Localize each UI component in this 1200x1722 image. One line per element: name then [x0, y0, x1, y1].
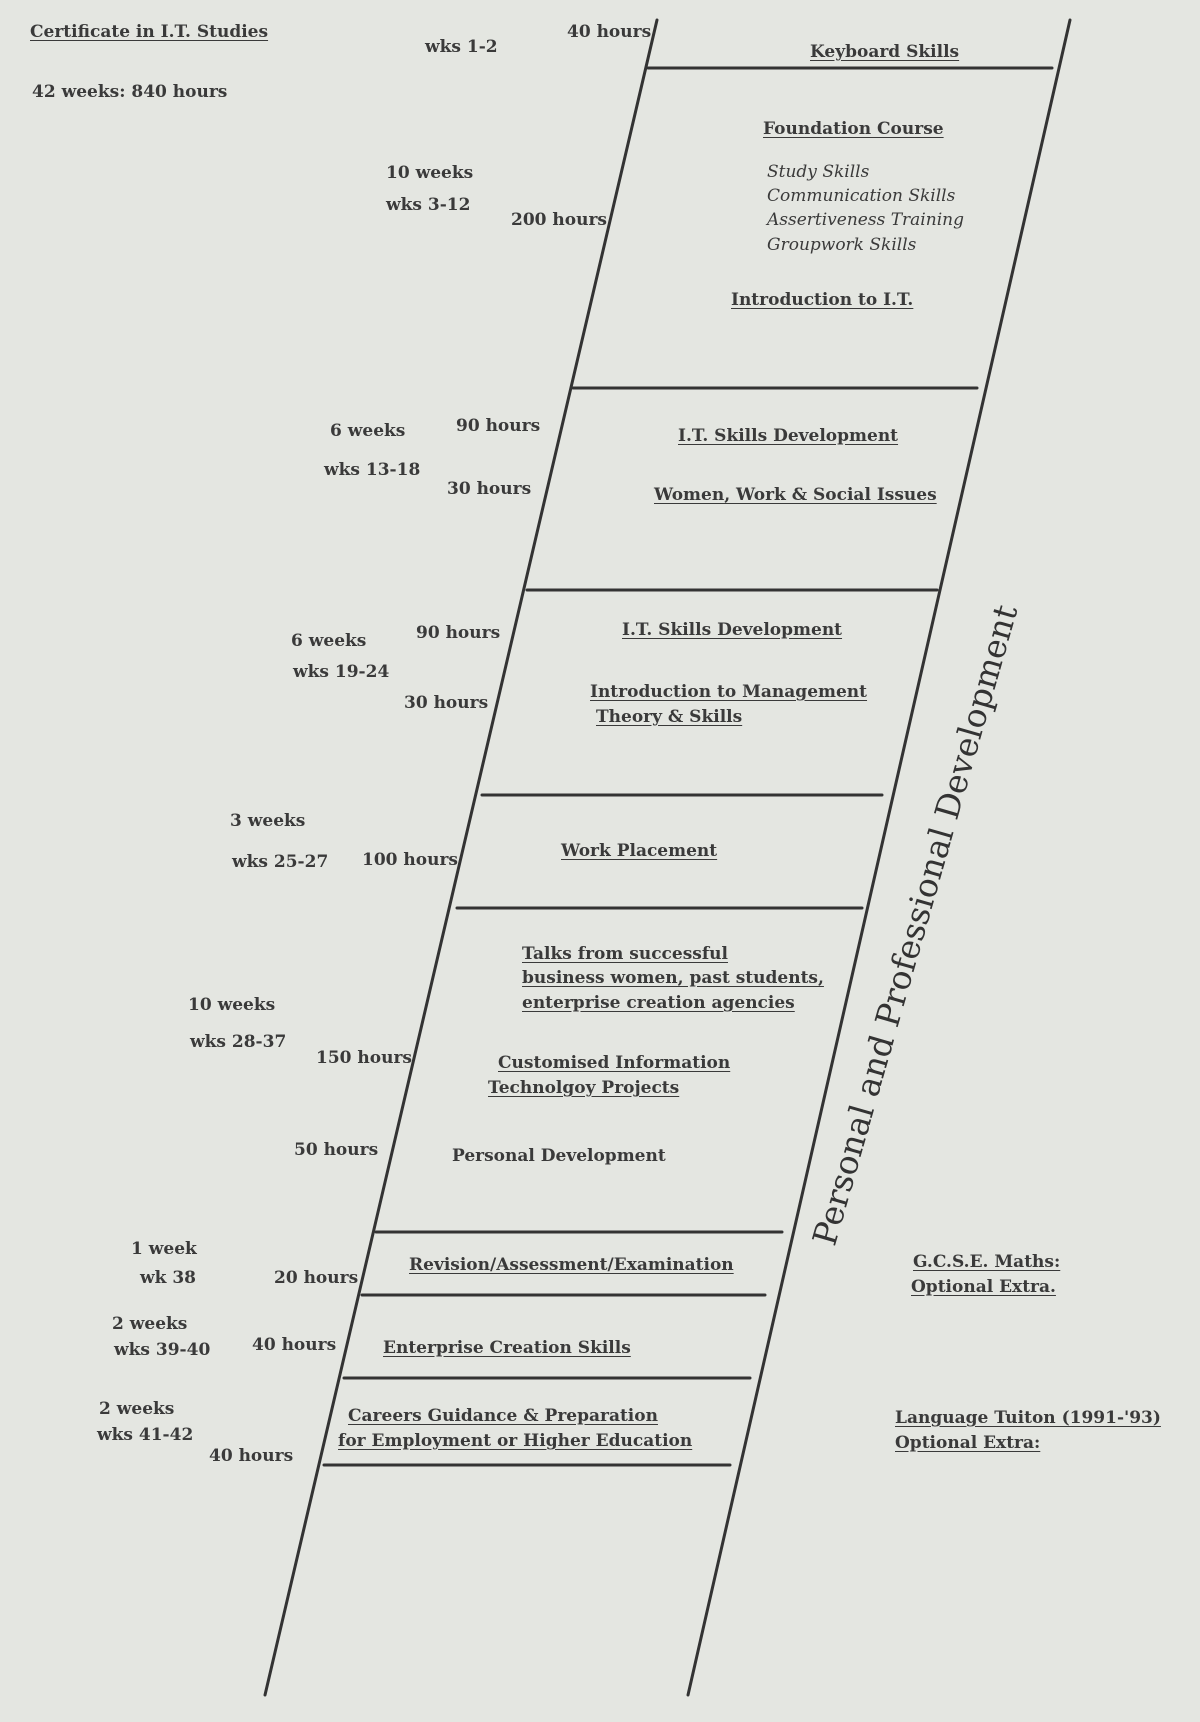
stage-2-topic: Communication Skills [767, 186, 956, 206]
stage-2-module: Foundation Course [763, 119, 944, 139]
stage-7-duration: 1 week [131, 1239, 197, 1259]
stage-6-hours: 150 hours [316, 1048, 412, 1068]
stage-2-topic: Study Skills [767, 162, 870, 182]
stage-9-module-line-2: for Employment or Higher Education [338, 1431, 693, 1451]
stage-6-hours-2: 50 hours [294, 1140, 379, 1160]
stage-6-module-2: Personal Development [452, 1146, 666, 1166]
stage-4-duration: 6 weeks [291, 631, 367, 651]
stage-7-module: Revision/Assessment/Examination [409, 1255, 734, 1275]
stage-8-module: Enterprise Creation Skills [383, 1338, 631, 1358]
stage-4-weeks-range: wks 19-24 [293, 662, 390, 682]
stage-4-module-2-line-2: Theory & Skills [596, 707, 743, 727]
stage-9-weeks-range: wks 41-42 [97, 1425, 194, 1445]
stage-5-weeks-range: wks 25-27 [232, 852, 329, 872]
stage-4-hours-2: 30 hours [404, 693, 489, 713]
stage-6-module-line-2: Technolgoy Projects [488, 1078, 680, 1098]
stage-4-module: I.T. Skills Development [622, 620, 843, 640]
side-label: Personal and Professional Development [804, 600, 1026, 1250]
stage-2-topic: Groupwork Skills [767, 235, 917, 255]
stage-2-weeks-range: wks 3-12 [386, 195, 471, 215]
stage-3-duration: 6 weeks [330, 421, 406, 441]
stage-7-weeks-range: wk 38 [140, 1268, 196, 1288]
stage-2-module-2: Introduction to I.T. [731, 290, 914, 310]
stage-1-module: Keyboard Skills [810, 42, 960, 62]
extra-1-line-1: G.C.S.E. Maths: [913, 1252, 1061, 1272]
stage-6-talks-line: business women, past students, [522, 968, 824, 988]
stage-9-duration: 2 weeks [99, 1399, 175, 1419]
stage-5-duration: 3 weeks [230, 811, 306, 831]
stage-3-hours: 90 hours [456, 416, 541, 436]
stage-6-talks-line: enterprise creation agencies [522, 993, 795, 1013]
stage-2-duration: 10 weeks [386, 163, 474, 183]
stage-8-weeks-range: wks 39-40 [114, 1340, 211, 1360]
stage-6-talks-line: Talks from successful [522, 944, 729, 964]
stage-9-module-line-1: Careers Guidance & Preparation [348, 1406, 658, 1426]
stage-5-hours: 100 hours [362, 850, 458, 870]
stage-2-topic: Assertiveness Training [767, 210, 964, 230]
stage-7-hours: 20 hours [274, 1268, 359, 1288]
extra-1-line-2: Optional Extra. [911, 1277, 1056, 1297]
stage-5-module: Work Placement [561, 841, 718, 861]
stage-8-hours: 40 hours [252, 1335, 337, 1355]
extra-2-line-2: Optional Extra: [895, 1433, 1041, 1453]
stage-8-duration: 2 weeks [112, 1314, 188, 1334]
stage-6-duration: 10 weeks [188, 995, 276, 1015]
extra-2-line-1: Language Tuiton (1991-'93) [895, 1408, 1161, 1428]
stage-2-hours: 200 hours [511, 210, 607, 230]
stage-3-weeks-range: wks 13-18 [324, 460, 421, 480]
stage-3-module: I.T. Skills Development [678, 426, 899, 446]
stage-6-module-line-1: Customised Information [498, 1053, 731, 1073]
course-duration: 42 weeks: 840 hours [32, 82, 228, 102]
stage-4-hours: 90 hours [416, 623, 501, 643]
stage-1-weeks-range: wks 1-2 [425, 37, 498, 57]
stage-3-module-2: Women, Work & Social Issues [654, 485, 937, 505]
diagram-title: Certificate in I.T. Studies [30, 22, 269, 42]
stage-6-weeks-range: wks 28-37 [190, 1032, 287, 1052]
stage-3-hours-2: 30 hours [447, 479, 532, 499]
stage-9-hours: 40 hours [209, 1446, 294, 1466]
stage-4-module-2-line-1: Introduction to Management [590, 682, 868, 702]
stage-1-hours: 40 hours [567, 22, 652, 42]
